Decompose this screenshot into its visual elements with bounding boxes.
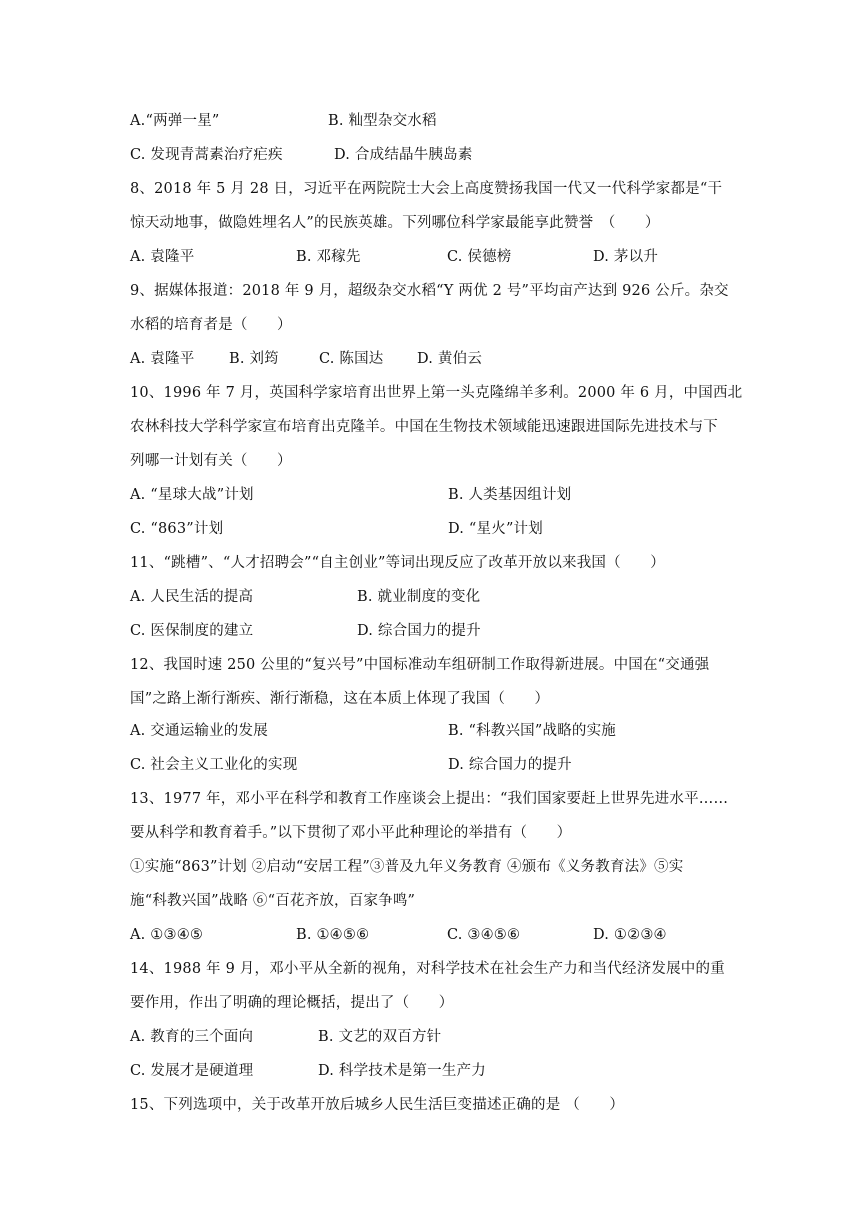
q9-option-a: A. 袁隆平 [130, 351, 195, 367]
q13-stem-line2: 要从科学和教育着手。”以下贯彻了邓小平此种理论的举措有（ ） [130, 825, 572, 841]
q14-option-c: C. 发展才是硬道理 [130, 1063, 254, 1079]
q13-stem-line4: 施“科教兴国”战略 ⑥“百花齐放，百家争鸣” [130, 893, 416, 909]
q7-option-b: B. 籼型杂交水稻 [328, 113, 437, 129]
q14-option-a: A. 教育的三个面向 [130, 1029, 254, 1045]
q8-stem-line2: 惊天动地事，做隐姓埋名人”的民族英雄。下列哪位科学家最能享此赞誉 （ ） [130, 215, 660, 231]
q8-option-a: A. 袁隆平 [130, 249, 195, 265]
q13-option-d: D. ①②③④ [593, 927, 667, 943]
q11-option-b: B. 就业制度的变化 [357, 589, 481, 605]
q8-option-b: B. 邓稼先 [296, 249, 361, 265]
q7-option-d: D. 合成结晶牛胰岛素 [334, 147, 473, 163]
q9-stem-line2: 水稻的培育者是（ ） [130, 317, 292, 333]
q8-option-c: C. 侯德榜 [447, 249, 512, 265]
q12-option-c: C. 社会主义工业化的实现 [130, 757, 298, 773]
q10-option-a: A. “星球大战”计划 [130, 487, 254, 503]
q10-stem-line3: 列哪一计划有关（ ） [130, 453, 292, 469]
q7-option-a: A.“两弹一星” [130, 113, 220, 129]
q12-option-d: D. 综合国力的提升 [448, 757, 572, 773]
q14-stem-line1: 14、1988 年 9 月，邓小平从全新的视角，对科学技术在社会生产力和当代经济发展中的重 [130, 961, 725, 977]
q7-option-c: C. 发现青蒿素治疗疟疾 [130, 147, 283, 163]
q8-option-d: D. 茅以升 [593, 249, 659, 265]
q15-stem-line1: 15、下列选项中，关于改革开放后城乡人民生活巨变描述正确的是 （ ） [130, 1097, 625, 1113]
q11-option-d: D. 综合国力的提升 [357, 623, 481, 639]
q10-option-d: D. “星火”计划 [448, 521, 543, 537]
q12-stem-line1: 12、我国时速 250 公里的“复兴号”中国标准动车组研制工作取得新进展。中国在“交通强 [130, 657, 710, 673]
q12-option-b: B. “科教兴国”战略的实施 [448, 723, 616, 739]
q14-option-d: D. 科学技术是第一生产力 [318, 1063, 486, 1079]
q14-stem-line2: 要作用，作出了明确的理论概括，提出了（ ） [130, 995, 454, 1011]
q9-option-d: D. 黄伯云 [417, 351, 483, 367]
q12-option-a: A. 交通运输业的发展 [130, 723, 268, 739]
q8-stem-line1: 8、2018 年 5 月 28 日，习近平在两院院士大会上高度赞扬我国一代又一代科学家都是“干 [130, 181, 723, 197]
q10-stem-line1: 10、1996 年 7 月，英国科学家培育出世界上第一头克隆绵羊多利。2000 年 6 月，中国西北 [130, 385, 743, 401]
q9-option-b: B. 刘筠 [229, 351, 279, 367]
q12-stem-line2: 国”之路上渐行渐疾、渐行渐稳，这在本质上体现了我国（ ） [130, 691, 550, 707]
q11-option-a: A. 人民生活的提高 [130, 589, 254, 605]
q13-option-c: C. ③④⑤⑥ [447, 927, 521, 943]
q9-option-c: C. 陈国达 [319, 351, 384, 367]
q13-option-b: B. ①④⑤⑥ [296, 927, 370, 943]
q9-stem-line1: 9、据媒体报道：2018 年 9 月，超级杂交水稻“Y 两优 2 号”平均亩产达到 926 公斤。杂交 [130, 283, 729, 299]
q10-stem-line2: 农林科技大学科学家宣布培育出克隆羊。中国在生物技术领域能迅速跟进国际先进技术与下 [130, 419, 718, 435]
q13-stem-line3: ①实施“863”计划 ②启动“安居工程”③普及九年义务教育 ④颁布《义务教育法》⑤实 [130, 859, 684, 875]
q13-stem-line1: 13、1977 年，邓小平在科学和教育工作座谈会上提出：“我们国家要赶上世界先进水平…… [130, 791, 729, 807]
q14-option-b: B. 文艺的双百方针 [318, 1029, 442, 1045]
q10-option-c: C. “863”计划 [130, 521, 224, 537]
q10-option-b: B. 人类基因组计划 [448, 487, 572, 503]
q11-stem-line1: 11、“跳槽”、“人才招聘会”“自主创业”等词出现反应了改革开放以来我国（ ） [130, 555, 665, 571]
q11-option-c: C. 医保制度的建立 [130, 623, 254, 639]
q13-option-a: A. ①③④⑤ [130, 927, 204, 943]
